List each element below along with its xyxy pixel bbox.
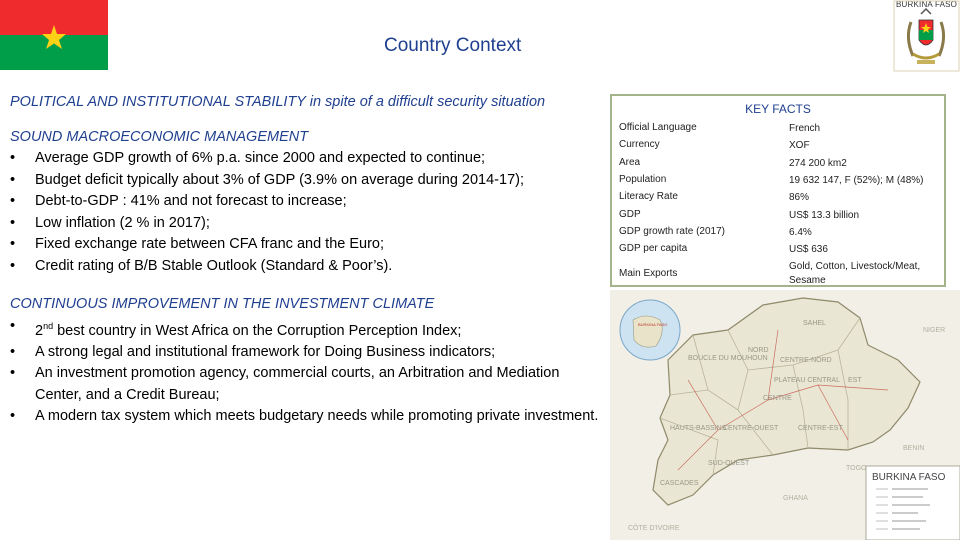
investment-list [10,316,600,428]
list-item [10,148,600,170]
list-item [10,256,600,278]
fact-value: US$ 636 [789,244,828,255]
list-item [10,191,600,213]
fact-value: 86% [789,192,810,203]
map-region-label: CASCADES [660,480,699,487]
bullet-icon: • [10,257,16,274]
section-title-investment: CONTINUOUS IMPROVEMENT IN THE INVESTMENT CLIMATE [10,296,435,312]
macroeconomic-list [10,148,600,277]
map-region-label: HAUTS-BASSINS [670,425,727,432]
key-facts-title: KEY FACTS [745,102,811,116]
section-title-political: POLITICAL AND INSTITUTIONAL STABILITY in spite of a difficult security situation [10,94,546,110]
list-item [10,406,600,428]
map-neighbor-label: TOGO [846,465,867,472]
list-item-text: Low inflation (2 % in 2017); [35,214,210,231]
bullet-icon: • [10,236,16,252]
map-region-label: CENTRE-EST [798,425,843,432]
section-political [10,92,600,114]
map-region-label: EST [848,377,862,384]
fact-value: 6.4% [789,227,812,238]
map-region-label: BOUCLE DU MOUHOUN [688,355,768,362]
fact-value: French [789,123,821,134]
map-region-label: NORD [748,347,769,354]
fact-label: Population [619,174,667,185]
fact-value: Gold, Cotton, Livestock/Meat, Sesame [789,261,921,286]
globe-icon [620,300,680,360]
map-neighbor-label: GHANA [783,495,808,502]
list-item-text: Budget deficit typically about 3% of GDP (3.9% on average during 2014-17); [35,171,524,188]
bullet-icon: • [10,408,16,425]
fact-label: GDP [619,209,641,220]
star-icon [41,24,67,50]
rank-suffix: nd [43,320,54,331]
list-item [10,363,600,406]
list-item-text: Debt-to-GDP : 41% and not forecast to increase; [35,193,347,209]
list-item-text: best country in West Africa on the Corruption Perception Index; [53,322,462,339]
fact-value: XOF [789,140,810,151]
section-macroeconomic [10,127,600,278]
rank-number: 2 [35,322,44,339]
map-region-label: SAHEL [803,320,826,327]
bullet-icon: • [10,171,16,188]
list-item-text: A modern tax system which meets budgetary needs while promoting private investment. [35,408,599,425]
bullet-icon: • [10,365,16,382]
map-neighbor-label: NIGER [923,327,946,334]
globe-label: BURKINA FASO [638,322,668,327]
list-item [10,213,600,235]
bullet-icon: • [10,343,16,360]
key-facts-box [610,94,946,287]
fact-value: US$ 13.3 billion [789,210,860,221]
fact-label: Currency [619,139,660,150]
map-region-label: CENTRE-OUEST [723,425,779,432]
bullet-icon: • [10,214,16,231]
list-item-text: Fixed exchange rate between CFA franc and the Euro; [35,236,385,252]
list-item [10,342,600,364]
fact-label: Literacy Rate [619,191,678,202]
map-legend [866,466,960,540]
list-item-text: Credit rating of B/B Stable Outlook (Standard & Poor’s). [35,257,393,274]
section-investment [10,294,600,428]
fact-value: 19 632 147, F (52%); M (48%) [789,175,924,186]
coat-of-arms-label: BURKINA FASO [896,0,958,9]
coat-of-arms-emblem-icon [893,0,960,72]
list-item [10,170,600,192]
list-item [10,316,600,342]
bullet-icon: • [10,150,16,166]
map-neighbor-label: BENIN [903,445,925,452]
map-neighbor-label: CÔTE D'IVOIRE [628,525,680,532]
fact-label: Official Language [619,122,697,133]
fact-label: Area [619,157,641,168]
fact-label: GDP per capita [619,243,688,254]
bullet-icon: • [10,317,16,334]
bullet-icon: • [10,193,16,209]
fact-value: 274 200 km2 [789,158,847,169]
coat-of-arms [893,0,960,72]
map-region-label: PLATEAU CENTRAL [774,377,840,384]
map-region-label: SUD-OUEST [708,460,750,467]
page-title: Country Context [384,35,522,56]
fact-label: Main Exports [619,268,678,279]
map-region-label: CENTRE [763,395,792,402]
list-item [10,234,600,256]
map-legend-title: BURKINA FASO [872,472,946,483]
section-title-macroeconomic: SOUND MACROECONOMIC MANAGEMENT [10,128,309,145]
country-context-text [10,92,600,445]
fact-label: GDP growth rate (2017) [619,226,725,237]
burkina-flag [0,0,108,70]
map-region-label: CENTRE-NORD [780,357,832,364]
list-item-text: A strong legal and institutional framework for Doing Business indicators; [35,343,496,360]
list-item-text: Average GDP growth of 6% p.a. since 2000 and expected to continue; [35,150,486,166]
list-item-text: An investment promotion agency, commercial courts, an Arbitration and Mediation Center, and a Credit Bureau; [35,365,560,403]
burkina-faso-map [598,290,960,540]
